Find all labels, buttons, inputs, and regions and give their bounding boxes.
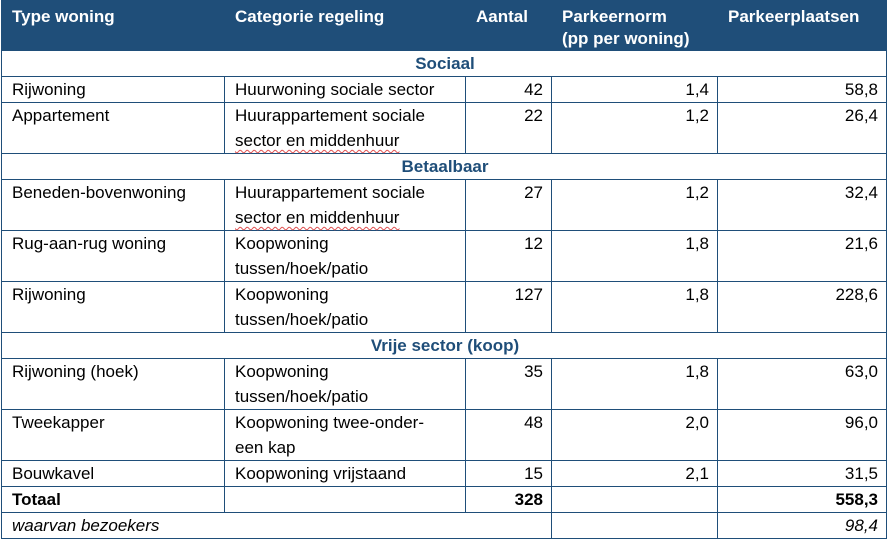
category-line-1: Huurappartement sociale	[235, 106, 425, 125]
cell-norm: 1,8	[552, 359, 718, 410]
cell-type: Beneden-bovenwoning	[2, 180, 225, 231]
total-row	[2, 487, 887, 513]
category-line-1: Huurappartement sociale	[235, 183, 425, 202]
cell-norm: 1,4	[552, 77, 718, 103]
table-row	[2, 410, 887, 461]
cell-count: 42	[466, 77, 552, 103]
cell-type: Bouwkavel	[2, 461, 225, 487]
category-line-2: tussen/hoek/patio	[235, 310, 369, 329]
cell-norm: 1,2	[552, 103, 718, 154]
cell-count: 15	[466, 461, 552, 487]
cell-count: 27	[466, 180, 552, 231]
cell-category	[225, 180, 466, 231]
cell-type: Rug-aan-rug woning	[2, 231, 225, 282]
category-line-1: Koopwoning twee-onder-	[235, 413, 425, 432]
category-line-1: Koopwoning	[235, 362, 329, 381]
section-affordable: Betaalbaar	[2, 154, 887, 180]
cell-places: 228,6	[718, 282, 887, 333]
table-row	[2, 180, 887, 231]
cell-places: 63,0	[718, 359, 887, 410]
table-row	[2, 359, 887, 410]
category-line-2: sector en middenhuur	[235, 208, 400, 227]
cell-count: 12	[466, 231, 552, 282]
cell-norm: 1,2	[552, 180, 718, 231]
cell-count: 35	[466, 359, 552, 410]
section-row	[2, 154, 887, 180]
cell-category	[225, 231, 466, 282]
cell-category	[225, 359, 466, 410]
cell-category	[225, 103, 466, 154]
header-row	[2, 1, 887, 51]
cell-type: Appartement	[2, 103, 225, 154]
cell-norm: 2,1	[552, 461, 718, 487]
header-category: Categorie regeling	[225, 1, 466, 51]
cell-places: 26,4	[718, 103, 887, 154]
category-line-2: sector en middenhuur	[235, 131, 400, 150]
table-row	[2, 461, 887, 487]
cell-type: Rijwoning (hoek)	[2, 359, 225, 410]
total-places: 558,3	[718, 487, 887, 513]
cell-category: Huurwoning sociale sector	[225, 77, 466, 103]
visitors-empty-norm	[552, 513, 718, 539]
cell-category: Koopwoning vrijstaand	[225, 461, 466, 487]
cell-places: 31,5	[718, 461, 887, 487]
cell-category	[225, 410, 466, 461]
table-row	[2, 282, 887, 333]
total-empty-norm	[552, 487, 718, 513]
total-empty-category	[225, 487, 466, 513]
cell-places: 32,4	[718, 180, 887, 231]
category-line-2: tussen/hoek/patio	[235, 259, 369, 278]
visitors-places: 98,4	[718, 513, 887, 539]
category-line-2: een kap	[235, 438, 296, 457]
header-norm	[552, 1, 718, 51]
header-type: Type woning	[2, 1, 225, 51]
parking-table	[1, 0, 887, 539]
table-row	[2, 231, 887, 282]
table-row	[2, 77, 887, 103]
cell-count: 22	[466, 103, 552, 154]
cell-places: 21,6	[718, 231, 887, 282]
cell-type: Rijwoning	[2, 282, 225, 333]
category-line-1: Koopwoning	[235, 234, 329, 253]
section-social: Sociaal	[2, 51, 887, 77]
cell-places: 96,0	[718, 410, 887, 461]
cell-type: Rijwoning	[2, 77, 225, 103]
section-free: Vrije sector (koop)	[2, 333, 887, 359]
visitors-row	[2, 513, 887, 539]
section-row	[2, 333, 887, 359]
header-norm-sub: (pp per woning)	[562, 29, 690, 48]
category-line-1: Koopwoning	[235, 285, 329, 304]
cell-norm: 2,0	[552, 410, 718, 461]
cell-type: Tweekapper	[2, 410, 225, 461]
header-norm-label: Parkeernorm	[562, 7, 667, 26]
section-row	[2, 51, 887, 77]
cell-places: 58,8	[718, 77, 887, 103]
cell-category	[225, 282, 466, 333]
cell-norm: 1,8	[552, 231, 718, 282]
category-line-2: tussen/hoek/patio	[235, 387, 369, 406]
header-count: Aantal	[466, 1, 552, 51]
cell-count: 48	[466, 410, 552, 461]
visitors-label: waarvan bezoekers	[2, 513, 552, 539]
total-label: Totaal	[2, 487, 225, 513]
table-row	[2, 103, 887, 154]
cell-norm: 1,8	[552, 282, 718, 333]
cell-count: 127	[466, 282, 552, 333]
header-places: Parkeerplaatsen	[718, 1, 887, 51]
total-count: 328	[466, 487, 552, 513]
